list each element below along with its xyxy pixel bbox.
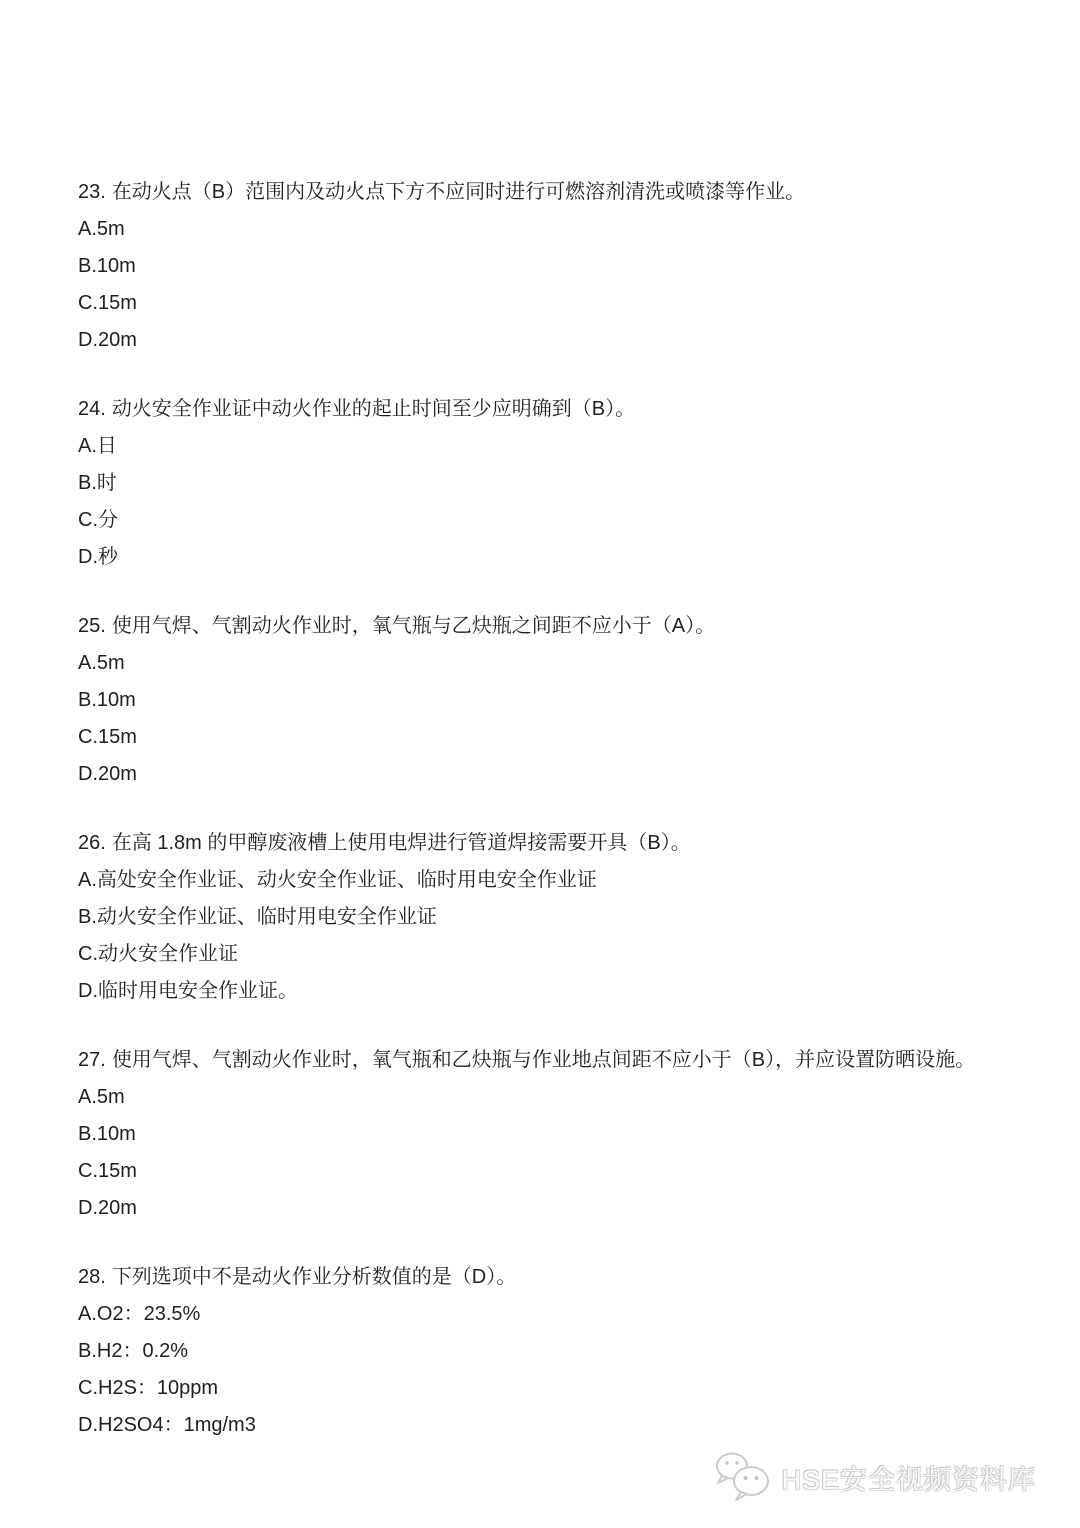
question-stem bbox=[78, 391, 1024, 428]
question-option: D.20m bbox=[78, 329, 137, 351]
question-option: C.15m bbox=[78, 1160, 137, 1182]
question-number: 24. bbox=[78, 398, 106, 420]
question-number: 27. bbox=[78, 1049, 106, 1071]
question-option: B.时 bbox=[78, 472, 117, 494]
question-option: A.5m bbox=[78, 652, 125, 674]
question-option: C.15m bbox=[78, 292, 137, 314]
question-text: 使用气焊、气割动火作业时，氧气瓶和乙炔瓶与作业地点间距不应小于（B），并应设置防晒设施。 bbox=[111, 1049, 976, 1071]
question-text: 在动火点（B）范围内及动火点下方不应同时进行可燃溶剂清洗或喷漆等作业。 bbox=[111, 181, 806, 203]
question-stem bbox=[78, 608, 1024, 645]
question-text: 在高 1.8m 的甲醇废液槽上使用电焊进行管道焊接需要开具（B）。 bbox=[111, 832, 691, 854]
question-option: C.动火安全作业证 bbox=[78, 943, 238, 965]
question-option: A.O2：23.5% bbox=[78, 1303, 201, 1325]
question-number: 28. bbox=[78, 1266, 106, 1288]
question-stem bbox=[78, 1042, 1024, 1079]
question-option: C.15m bbox=[78, 726, 137, 748]
question-text: 动火安全作业证中动火作业的起止时间至少应明确到（B）。 bbox=[111, 398, 636, 420]
footer-watermark bbox=[712, 1450, 1036, 1504]
question-option: A.日 bbox=[78, 435, 117, 457]
question-option: C.H2S：10ppm bbox=[78, 1377, 219, 1399]
question-option: D.临时用电安全作业证。 bbox=[78, 980, 298, 1002]
question-option: B.10m bbox=[78, 689, 136, 711]
question-28 bbox=[78, 1259, 1024, 1444]
question-option: B.H2：0.2% bbox=[78, 1340, 189, 1362]
question-option: C.分 bbox=[78, 509, 118, 531]
question-number: 26. bbox=[78, 832, 106, 854]
question-option: A.高处安全作业证、动火安全作业证、临时用电安全作业证 bbox=[78, 869, 597, 891]
question-23 bbox=[78, 174, 1024, 359]
wechat-icon bbox=[712, 1450, 774, 1504]
question-stem bbox=[78, 174, 1024, 211]
question-number: 23. bbox=[78, 181, 106, 203]
question-option: A.5m bbox=[78, 218, 125, 240]
question-24 bbox=[78, 391, 1024, 576]
question-27 bbox=[78, 1042, 1024, 1227]
question-option: D.秒 bbox=[78, 546, 118, 568]
question-26 bbox=[78, 825, 1024, 1010]
question-text: 下列选项中不是动火作业分析数值的是（D）。 bbox=[111, 1266, 517, 1288]
question-option: B.10m bbox=[78, 1123, 136, 1145]
question-number: 25. bbox=[78, 615, 106, 637]
watermark-text: HSE安全视频资料库 bbox=[781, 1464, 1036, 1495]
question-option: D.20m bbox=[78, 763, 137, 785]
question-option: B.10m bbox=[78, 255, 136, 277]
question-option: A.5m bbox=[78, 1086, 125, 1108]
question-25 bbox=[78, 608, 1024, 793]
question-stem bbox=[78, 825, 1024, 862]
question-text: 使用气焊、气割动火作业时，氧气瓶与乙炔瓶之间距不应小于（A）。 bbox=[111, 615, 716, 637]
question-option: B.动火安全作业证、临时用电安全作业证 bbox=[78, 906, 437, 928]
question-stem bbox=[78, 1259, 1024, 1296]
question-option: D.20m bbox=[78, 1197, 137, 1219]
question-option: D.H2SO4：1mg/m3 bbox=[78, 1414, 256, 1436]
